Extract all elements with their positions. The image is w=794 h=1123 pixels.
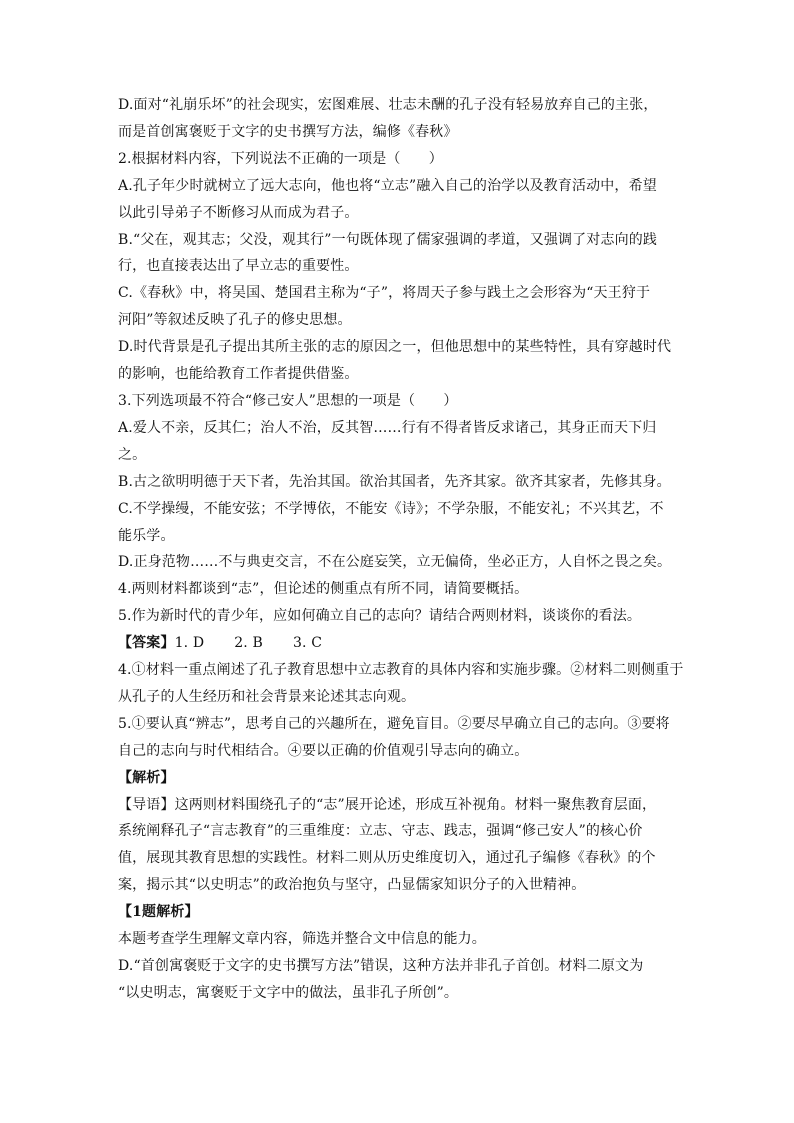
text-line: D.时代背景是孔子提出其所主张的志的原因之一，但他思想中的某些特性，具有穿越时代	[118, 339, 672, 356]
question-4-stem: 4.两则材料都谈到“志”，但论述的侧重点有所不同，请简要概括。	[118, 581, 529, 598]
text-line: 值，展现其教育思想的实践性。材料二则从历史维度切入，通过孔子编修《春秋》的个	[118, 850, 656, 867]
text-line: A.孔子年少时就树立了远大志向，他也将“立志”融入自己的治学以及教育活动中，希望	[118, 177, 657, 194]
answer-row	[118, 630, 684, 657]
text-line: D.面对“礼崩乐坏”的社会现实，宏图难展、壮志未酬的孔子没有轻易放弃自己的主张，	[118, 97, 658, 113]
text-line: 能乐学。	[118, 527, 175, 544]
text-line: C.《春秋》中，将吴国、楚国君主称为“子”，将周天子参与践土之会形容为“天王狩于	[118, 285, 651, 302]
text-line: 【导语】这两则材料围绕孔子的“志”展开论述，形成互补视角。材料一聚焦教育层面，	[118, 796, 657, 813]
text-line: 5.①要认真“辨志”，思考自己的兴趣所在，避免盲目。②要尽早确立自己的志向。③要将	[118, 715, 670, 732]
text-line: 而是首创寓褒贬于文字的史书撰写方法，编修《春秋》	[118, 123, 458, 140]
text-line: 系统阐释孔子“言志教育”的三重维度：立志、守志、践志，强调“修己安人”的核心价	[118, 823, 643, 840]
answer-2: 2. B	[234, 635, 263, 652]
question-3-stem: 3.下列选项最不符合“修己安人”思想的一项是（ ）	[118, 392, 458, 409]
text-line: 河阳”等叙述反映了孔子的修史思想。	[118, 312, 352, 329]
text-line: D.“首创寓褒贬于文字的史书撰写方法”错误，这种方法并非孔子首创。材料二原文为	[118, 958, 644, 974]
text-line: B.古之欲明明德于天下者，先治其国。欲治其国者，先齐其家。欲齐其家者，先修其身。	[118, 473, 671, 490]
answer-3: 3. C	[292, 635, 323, 652]
text-line: B.“父在，观其志；父没，观其行”一句既体现了儒家强调的孝道，又强调了对志向的践	[118, 231, 658, 248]
text-line: 自己的志向与时代相结合。④要以正确的价值观引导志向的确立。	[118, 742, 529, 759]
answer-1: 1. D	[174, 635, 205, 652]
text-line: 之。	[118, 446, 147, 463]
question-1-analysis-heading: 【1题解析】	[118, 904, 199, 921]
document-page	[118, 92, 684, 1007]
text-line: 以此引导弟子不断修习从而成为君子。	[118, 204, 359, 221]
text-line: C.不学操缦，不能安弦；不学博依，不能安《诗》；不学杂服，不能安礼；不兴其艺，不	[118, 500, 664, 517]
text-line: 案，揭示其“以史明志”的政治抱负与坚守，凸显儒家知识分子的入世精神。	[118, 877, 586, 894]
text-line: 本题考查学生理解文章内容，筛选并整合文中信息的能力。	[118, 931, 486, 948]
text-line: 的影响，也能给教育工作者提供借鉴。	[118, 366, 359, 383]
text-line: 4.①材料一重点阐述了孔子教育思想中立志教育的具体内容和实施步骤。②材料二则侧重于	[118, 662, 684, 679]
text-line: 行，也直接表达出了早立志的重要性。	[118, 258, 359, 275]
question-5-stem: 5.作为新时代的青少年，应如何确立自己的志向？请结合两则材料，谈谈你的看法。	[118, 608, 642, 625]
text-line: 从孔子的人生经历和社会背景来论述其志向观。	[118, 688, 416, 705]
text-line: D.正身范物……不与典吏交言，不在公庭妄笑，立无偏倚，坐必正方，人自怀之畏之矣。	[118, 554, 672, 571]
analysis-heading: 【解析】	[118, 769, 175, 786]
text-line: “以史明志，寓褒贬于文字中的做法，虽非孔子所创”。	[118, 984, 459, 1001]
answer-label: 【答案】	[118, 635, 175, 652]
question-2-stem: 2.根据材料内容，下列说法不正确的一项是（ ）	[118, 150, 443, 167]
text-line: A.爱人不亲，反其仁；治人不治，反其智……行有不得者皆反求诸己，其身正而天下归	[118, 419, 657, 436]
